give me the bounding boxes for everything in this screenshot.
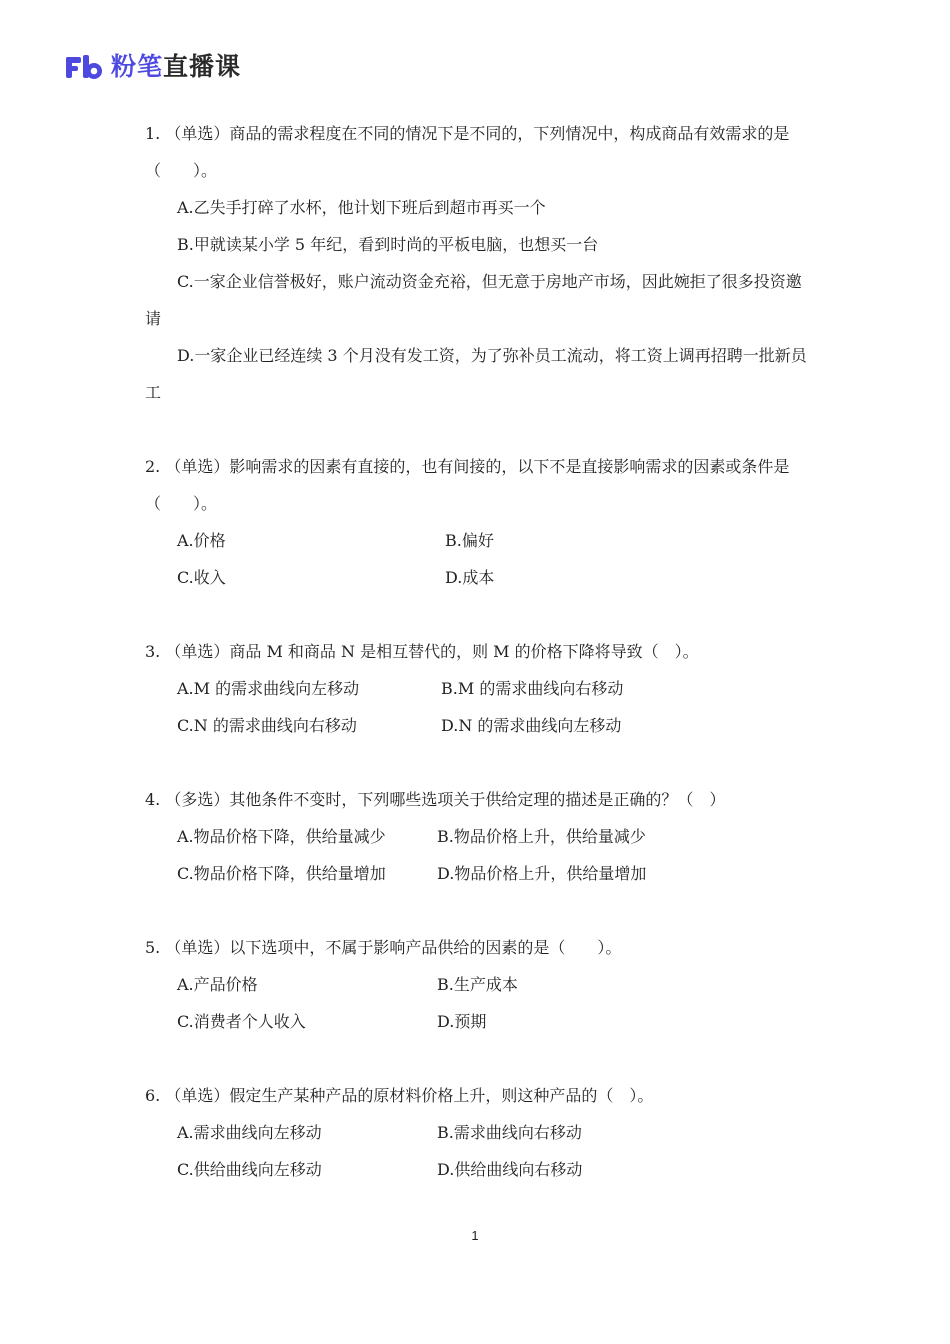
- option-b: B.需求曲线向右移动: [437, 1123, 582, 1142]
- option-d: D.一家企业已经连续 3 个月没有发工资，为了弥补员工流动，将工资上调再招聘一批新员工: [145, 346, 807, 402]
- question-list: [145, 115, 810, 1225]
- option-c: C.消费者个人收入: [177, 1012, 306, 1031]
- option-d: D.N 的需求曲线向左移动: [441, 716, 622, 735]
- option-c: C.N 的需求曲线向右移动: [177, 716, 357, 735]
- option-d: D.供给曲线向右移动: [437, 1160, 583, 1179]
- page-number: 1: [471, 1228, 479, 1243]
- option-c: C.一家企业信誉极好，账户流动资金充裕，但无意于房地产市场，因此婉拒了很多投资邀请: [145, 272, 802, 328]
- question-6: [145, 1077, 810, 1188]
- fb-logo-icon: [65, 53, 105, 81]
- question-5: [145, 929, 810, 1040]
- question-options: [145, 670, 810, 744]
- question-options: [145, 189, 810, 411]
- question-3: [145, 633, 810, 744]
- question-2: [145, 448, 810, 596]
- option-b: B.物品价格上升，供给量减少: [437, 827, 646, 846]
- logo-suffix: 直播课: [163, 52, 242, 81]
- logo-brand: 粉笔: [111, 52, 164, 81]
- option-b: B.M 的需求曲线向右移动: [441, 679, 624, 698]
- question-stem: 2. （单选）影响需求的因素有直接的，也有间接的，以下不是直接影响需求的因素或条件是（ ）。: [145, 457, 790, 513]
- question-stem: 3. （单选）商品 M 和商品 N 是相互替代的，则 M 的价格下降将导致（ ）。: [145, 642, 699, 661]
- option-c: C.收入: [177, 568, 226, 587]
- option-d: D.成本: [445, 568, 495, 587]
- option-d: D.预期: [437, 1012, 487, 1031]
- option-c: C.供给曲线向左移动: [177, 1160, 322, 1179]
- option-a: A.价格: [177, 531, 226, 550]
- option-c: C.物品价格下降，供给量增加: [177, 864, 386, 883]
- option-a: A.需求曲线向左移动: [177, 1123, 322, 1142]
- question-stem: 5. （单选）以下选项中，不属于影响产品供给的因素的是（ ）。: [145, 938, 622, 957]
- logo: [65, 50, 241, 84]
- option-a: A.乙失手打碎了水杯，他计划下班后到超市再买一个: [177, 198, 546, 217]
- question-stem: 4. （多选）其他条件不变时，下列哪些选项关于供给定理的描述是正确的？（ ）: [145, 790, 726, 809]
- option-b: B.甲就读某小学 5 年纪，看到时尚的平板电脑，也想买一台: [177, 235, 599, 254]
- option-a: A.产品价格: [177, 975, 258, 994]
- question-stem: 1. （单选）商品的需求程度在不同的情况下是不同的，下列情况中，构成商品有效需求的是（ ）。: [145, 124, 790, 180]
- question-options: [145, 966, 810, 1040]
- option-d: D.物品价格上升，供给量增加: [437, 864, 647, 883]
- option-b: B.生产成本: [437, 975, 518, 994]
- question-options: [145, 818, 810, 892]
- option-a: A.物品价格下降，供给量减少: [177, 827, 386, 846]
- option-b: B.偏好: [445, 531, 494, 550]
- question-stem: 6. （单选）假定生产某种产品的原材料价格上升，则这种产品的（ ）。: [145, 1086, 654, 1105]
- question-4: [145, 781, 810, 892]
- logo-text: [111, 50, 241, 84]
- question-options: [145, 1114, 810, 1188]
- question-options: [145, 522, 810, 596]
- question-1: [145, 115, 810, 411]
- option-a: A.M 的需求曲线向左移动: [177, 679, 360, 698]
